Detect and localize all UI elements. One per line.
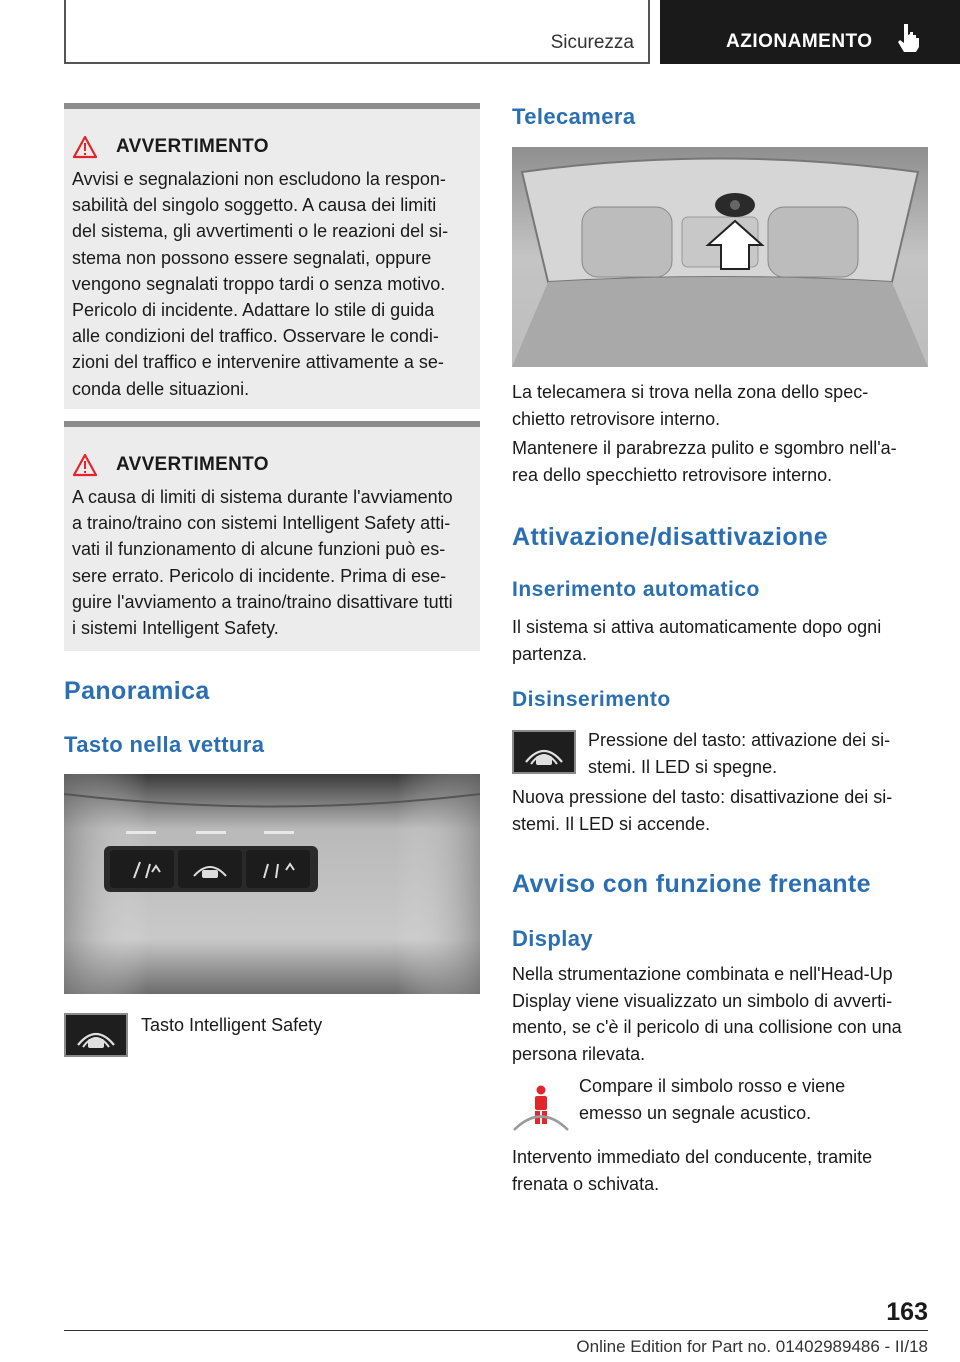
camera-location-illustration — [512, 147, 928, 367]
final-paragraph — [512, 1144, 872, 1197]
heading-attivazione: Attivazione/disattivazione — [512, 523, 829, 551]
auto-paragraph — [512, 614, 881, 667]
disable-icon-paragraph — [588, 727, 890, 780]
warning-title: AVVERTIMENTO — [116, 454, 269, 475]
intelligent-safety-button-icon — [512, 730, 576, 774]
text-line: sabilità del singolo soggetto. A causa dei limiti — [72, 195, 437, 216]
heading-tasto-vettura: Tasto nella vettura — [64, 732, 265, 757]
button-panel-illustration — [64, 774, 480, 994]
heading-inserimento-automatico: Inserimento automatico — [512, 578, 760, 601]
text-line: stema non possono essere segnalati, oppure — [72, 247, 432, 268]
text-line: persona rilevata. — [512, 1043, 646, 1064]
warning-body — [72, 166, 476, 402]
warning-body — [72, 484, 476, 641]
warning-box-2 — [64, 421, 480, 651]
text-line: Mantenere il parabrezza pulito e sgombro nell'a- — [512, 438, 897, 458]
heading-telecamera: Telecamera — [512, 104, 636, 129]
text-line: Compare il simbolo rosso e viene — [579, 1076, 846, 1096]
text-line: mento, se c'è il pericolo di una collisione con una — [512, 1017, 902, 1037]
page-number: 163 — [886, 1298, 928, 1326]
text-line: Il sistema si attiva automaticamente dopo ogni — [512, 617, 882, 637]
text-line: del sistema, gli avvertimenti o le reazioni del si- — [72, 221, 449, 242]
text-line: a traino/traino con sistemi Intelligent Safety atti- — [72, 513, 451, 534]
text-line: conda delle situazioni. — [72, 378, 250, 399]
camera-location-photo — [512, 147, 928, 367]
symbol-paragraph — [579, 1073, 845, 1126]
button-panel-photo — [64, 774, 480, 994]
text-line: A causa di limiti di sistema durante l'avviamento — [72, 487, 453, 507]
text-line: Nuova pressione del tasto: disattivazione dei si- — [512, 787, 893, 807]
footer-edition: Online Edition for Part no. 01402989486 - II/18 — [576, 1337, 928, 1356]
text-line: stemi. Il LED si spegne. — [588, 756, 778, 777]
text-line: vengono segnalati troppo tardi o senza motivo. — [72, 273, 446, 294]
header-section-label: Sicurezza — [550, 32, 634, 53]
text-line: guire l'avviamento a traino/traino disattivare tutti — [72, 591, 453, 612]
camera-paragraph-2 — [512, 435, 897, 488]
button-caption: Tasto Intelligent Safety — [141, 1015, 323, 1035]
warning-title: AVVERTIMENTO — [116, 136, 269, 157]
text-line: Pericolo di incidente. Adattare lo stile di guida — [72, 300, 435, 321]
warning-box-1 — [64, 103, 480, 409]
heading-avviso-frenante: Avviso con funzione frenante — [512, 870, 871, 898]
text-line: Intervento immediato del conducente, tramite — [512, 1147, 873, 1167]
intelligent-safety-button-icon — [64, 1013, 128, 1057]
text-line: Pressione del tasto: attivazione dei si- — [588, 730, 891, 750]
camera-paragraph-1 — [512, 379, 868, 432]
header-chapter-label: AZIONAMENTO — [726, 31, 873, 52]
warning-triangle-icon — [72, 453, 98, 477]
pedestrian-warning-icon — [512, 1083, 570, 1131]
text-line: sere errato. Pericolo di incidente. Prima di ese- — [72, 565, 447, 586]
text-line: rea dello specchietto retrovisore interno. — [512, 464, 833, 485]
text-line: chietto retrovisore interno. — [512, 408, 721, 429]
text-line: vati il funzionamento di alcune funzioni può es- — [72, 539, 446, 560]
text-line: Avvisi e segnalazioni non escludono la respon- — [72, 169, 446, 189]
display-paragraph — [512, 961, 902, 1067]
text-line: stemi. Il LED si accende. — [512, 813, 711, 834]
text-line: partenza. — [512, 643, 588, 664]
pointing-hand-icon — [896, 22, 922, 52]
text-line: i sistemi Intelligent Safety. — [72, 618, 279, 639]
header-chapter-tab — [660, 0, 960, 64]
disable-paragraph — [512, 784, 892, 837]
footer-divider — [64, 1330, 928, 1331]
text-line: alle condizioni del traffico. Osservare le condi- — [72, 326, 439, 347]
text-line: frenata o schivata. — [512, 1173, 660, 1194]
text-line: La telecamera si trova nella zona dello spec- — [512, 382, 869, 402]
text-line: Nella strumentazione combinata e nell'Head-Up — [512, 964, 893, 984]
text-line: emesso un segnale acustico. — [579, 1102, 812, 1123]
heading-panoramica: Panoramica — [64, 677, 210, 705]
text-line: zioni del traffico e intervenire attivamente a se- — [72, 352, 444, 373]
warning-triangle-icon — [72, 135, 98, 159]
heading-disinserimento: Disinserimento — [512, 688, 671, 711]
header-section-tab — [64, 0, 650, 64]
text-line: Display viene visualizzato un simbolo di avverti- — [512, 990, 893, 1011]
heading-display: Display — [512, 926, 594, 951]
